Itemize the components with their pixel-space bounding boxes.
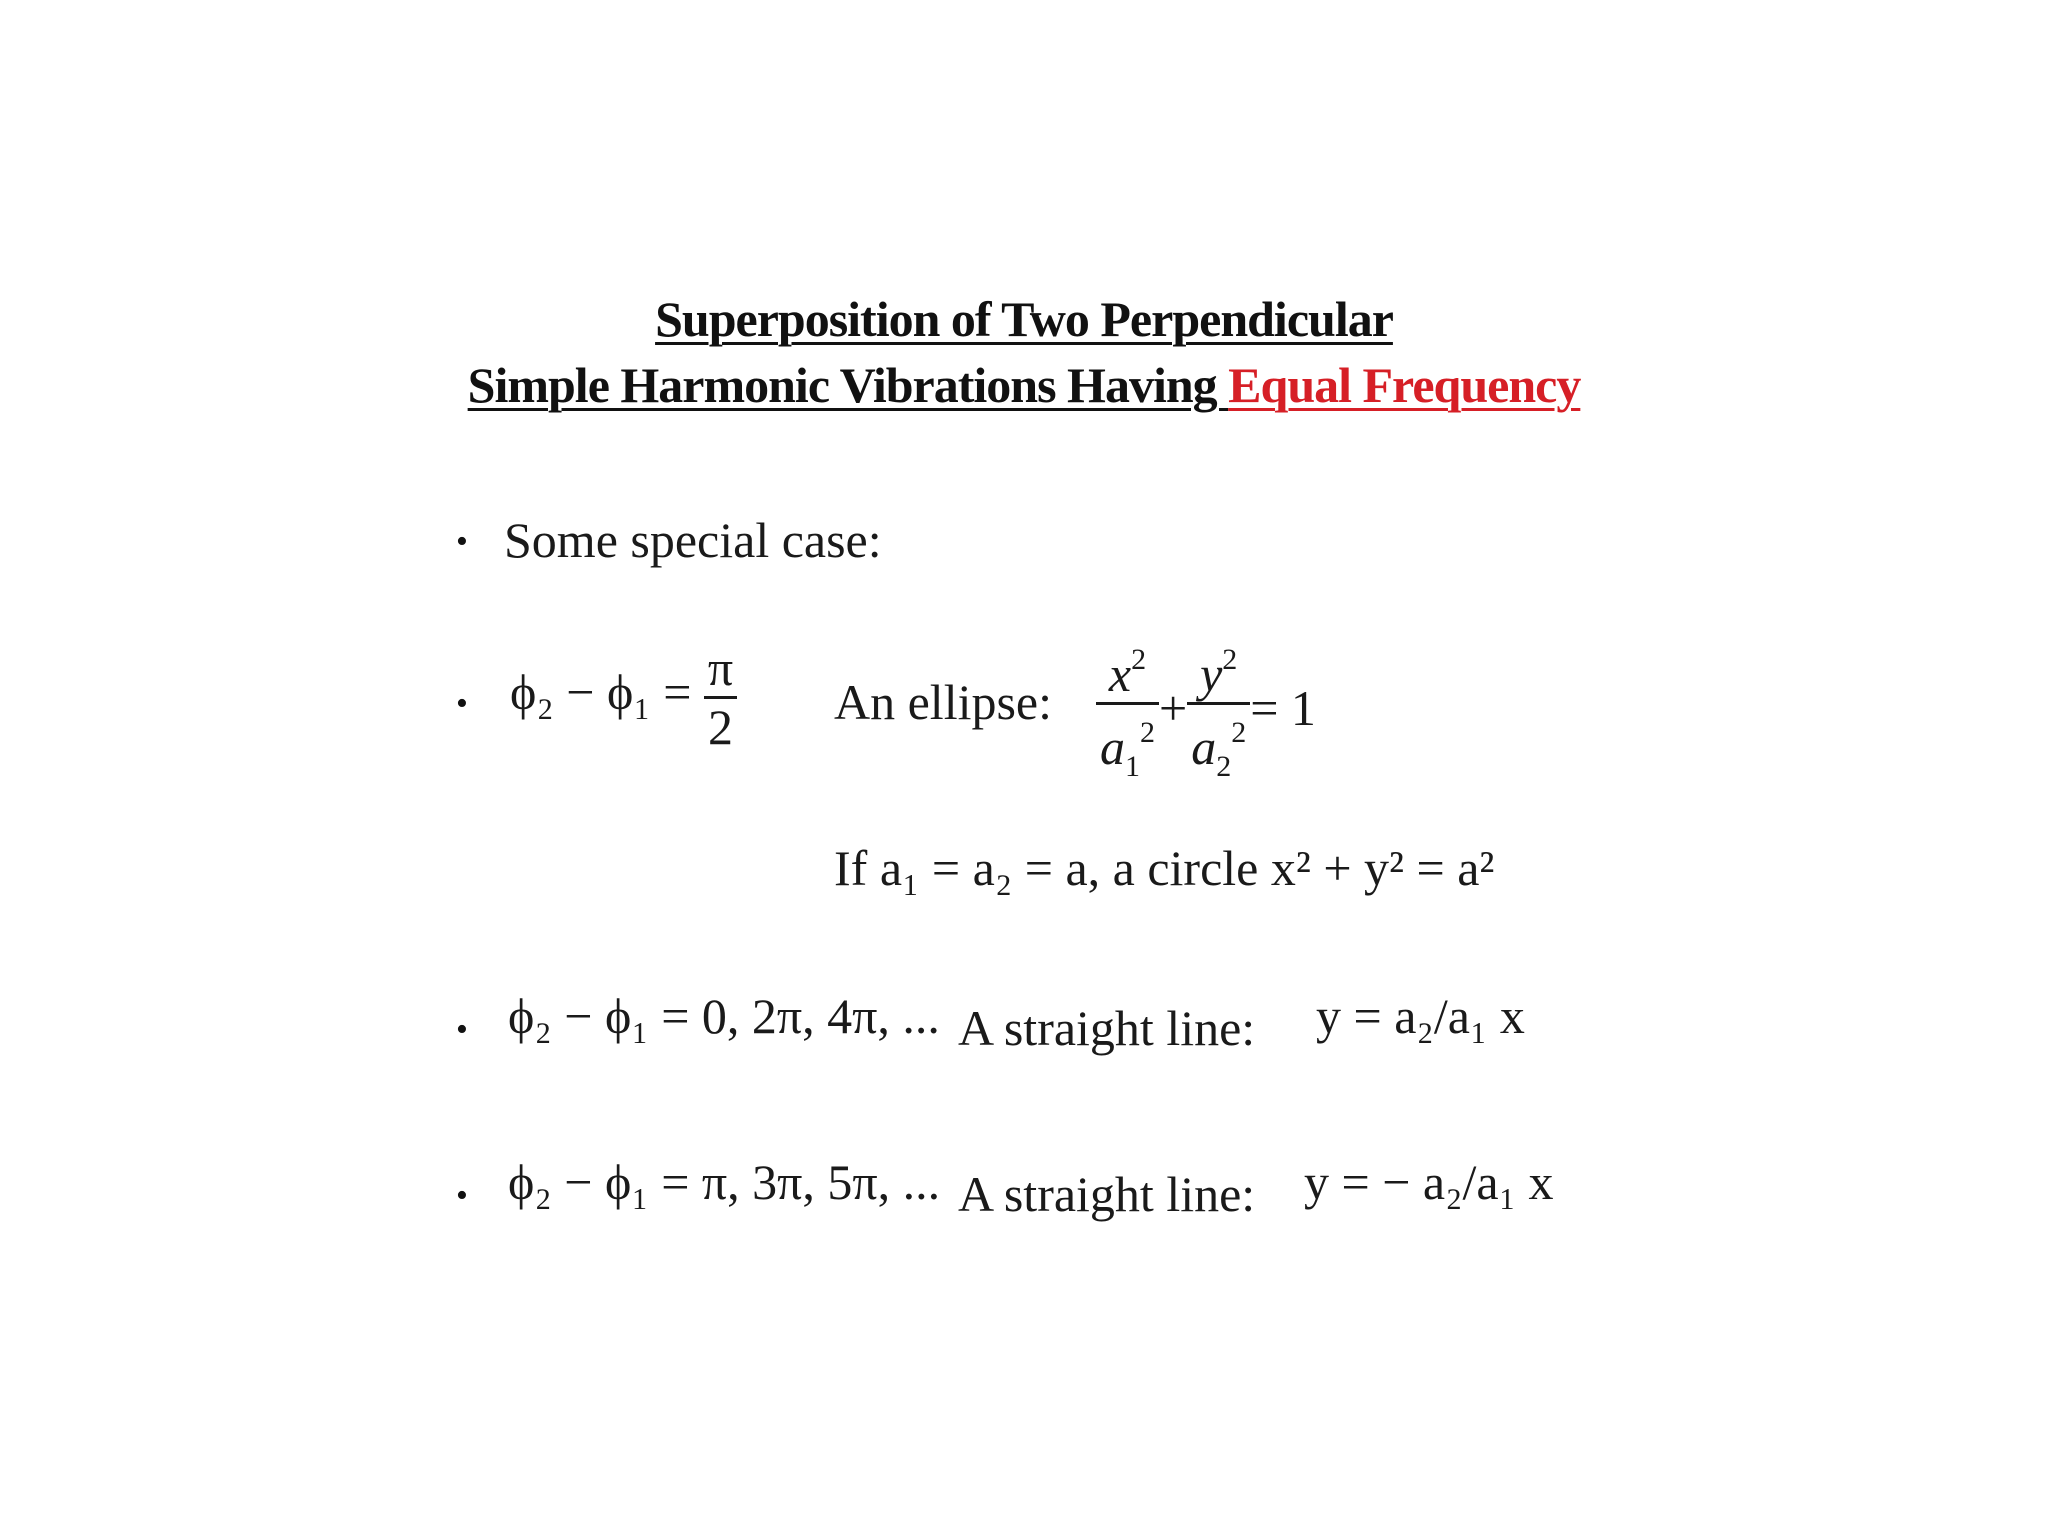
ellipse-rhs: = 1 (1250, 679, 1316, 736)
eq-y: y (1200, 646, 1223, 702)
case1-frac-den: 2 (708, 699, 734, 755)
slide-title-line-2 (0, 352, 2048, 418)
ellipse-equation (1096, 632, 1316, 795)
bullet-dot: • (456, 685, 468, 722)
eq-sub1: 1 (1125, 750, 1140, 783)
case2-equation: y = a₂/a₁ x (1316, 988, 1525, 1044)
bullet-dot: • (456, 1011, 468, 1048)
case3-label: A straight line: (958, 1166, 1256, 1222)
ellipse-frac-x (1096, 632, 1159, 795)
case3-phase-condition: ϕ₂ − ϕ₁ = π, 3π, 5π, ... (508, 1154, 941, 1210)
eq-a: a (1100, 719, 1125, 775)
case1-phase-condition (510, 640, 737, 755)
title-line-2-black: Simple Harmonic Vibrations Having (467, 357, 1229, 413)
title-line-1-text: Superposition of Two Perpendicular (655, 291, 1393, 347)
circle-prefix: If (834, 840, 868, 896)
circle-note (834, 838, 1494, 898)
case1-frac-num: π (707, 640, 734, 696)
case3-equation: y = − a₂/a₁ x (1304, 1154, 1554, 1210)
eq-sq: 2 (1140, 716, 1155, 749)
case2-label: A straight line: (958, 1000, 1256, 1056)
title-line-2-red: Equal Frequency (1228, 357, 1581, 413)
ellipse-frac-y (1187, 632, 1250, 795)
slide-title-line-1 (0, 286, 2048, 352)
case1-lhs: ϕ₂ − ϕ₁ = (510, 663, 692, 720)
eq-sq: 2 (1231, 716, 1247, 749)
eq-x: x (1108, 646, 1132, 702)
eq-sub2: 2 (1216, 750, 1232, 783)
plus-sign: + (1159, 679, 1188, 736)
bullet-dot: • (456, 1177, 468, 1214)
eq-sq: 2 (1131, 643, 1147, 676)
bullet-dot: • (456, 523, 468, 560)
case1-fraction (704, 640, 737, 755)
intro-text: Some special case: (504, 512, 882, 568)
circle-text: a₁ = a₂ = a, a circle x² + y² = a² (879, 840, 1495, 896)
case1-label: An ellipse: (834, 674, 1053, 730)
eq-a: a (1191, 719, 1217, 775)
case2-phase-condition: ϕ₂ − ϕ₁ = 0, 2π, 4π, ... (508, 988, 940, 1044)
eq-sq: 2 (1222, 643, 1238, 676)
